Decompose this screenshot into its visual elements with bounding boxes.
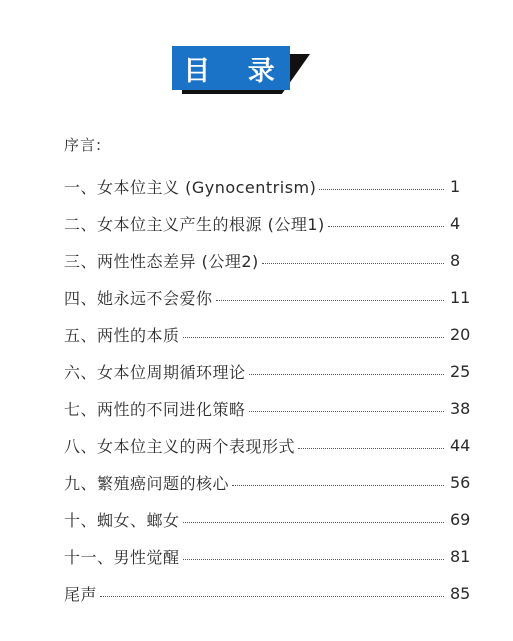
dot-leader	[249, 374, 444, 375]
toc-entry-title: 八、女本位主义的两个表现形式	[64, 437, 296, 456]
toc-entry-page: 1	[450, 177, 461, 196]
toc-entry-page: 56	[450, 473, 471, 492]
toc-entry[interactable]	[64, 353, 474, 390]
toc-entry[interactable]	[64, 427, 474, 464]
toc-entry[interactable]	[64, 168, 474, 205]
toc-entry-title: 六、女本位周期循环理论	[64, 363, 246, 382]
toc-entry-title: 九、繁殖癌问题的核心	[64, 474, 230, 493]
toc-entry-title: 二、女本位主义产生的根源 (公理1)	[64, 215, 325, 234]
toc-entry-title: 十一、男性觉醒	[64, 548, 180, 567]
toc-entry-page: 8	[450, 251, 461, 270]
dot-leader	[249, 411, 444, 412]
toc-entry[interactable]	[64, 279, 474, 316]
dot-leader	[216, 300, 444, 301]
toc-entry-page: 69	[450, 510, 471, 529]
toc-entry-title: 七、两性的不同进化策略	[64, 400, 246, 419]
toc-entry[interactable]	[64, 464, 474, 501]
toc-entry-title: 尾声	[64, 585, 98, 604]
preface-label: 序言:	[64, 136, 103, 154]
toc-entry-title: 五、两性的本质	[64, 326, 180, 345]
toc-entry-page: 25	[450, 362, 471, 381]
toc-entry-title: 十、蜘女、螂女	[64, 511, 180, 530]
dot-leader	[298, 448, 444, 449]
toc-entry[interactable]	[64, 242, 474, 279]
dot-leader	[183, 522, 444, 523]
toc-entry-title: 三、两性性态差异 (公理2)	[64, 252, 259, 271]
dot-leader	[232, 485, 444, 486]
dot-leader	[262, 263, 444, 264]
toc-entry-title: 一、女本位主义 (Gynocentrism)	[64, 178, 317, 197]
toc-entry[interactable]	[64, 390, 474, 427]
dot-leader	[328, 226, 444, 227]
toc-entry-page: 11	[450, 288, 471, 307]
dot-leader	[183, 559, 444, 560]
toc-entry-page: 20	[450, 325, 471, 344]
dot-leader	[319, 189, 444, 190]
page-title: 目 录	[172, 46, 290, 90]
toc-entry-page: 44	[450, 436, 471, 455]
toc-entry-page: 4	[450, 214, 461, 233]
toc-heading-block	[172, 46, 312, 96]
table-of-contents	[64, 168, 474, 612]
toc-entry-page: 38	[450, 399, 471, 418]
toc-entry[interactable]	[64, 538, 474, 575]
toc-entry[interactable]	[64, 316, 474, 353]
toc-entry-page: 85	[450, 584, 471, 603]
toc-entry[interactable]	[64, 501, 474, 538]
dot-leader	[183, 337, 444, 338]
toc-entry[interactable]	[64, 205, 474, 242]
toc-entry-title: 四、她永远不会爱你	[64, 289, 213, 308]
toc-entry-page: 81	[450, 547, 471, 566]
toc-entry[interactable]	[64, 575, 474, 612]
dot-leader	[100, 596, 444, 597]
